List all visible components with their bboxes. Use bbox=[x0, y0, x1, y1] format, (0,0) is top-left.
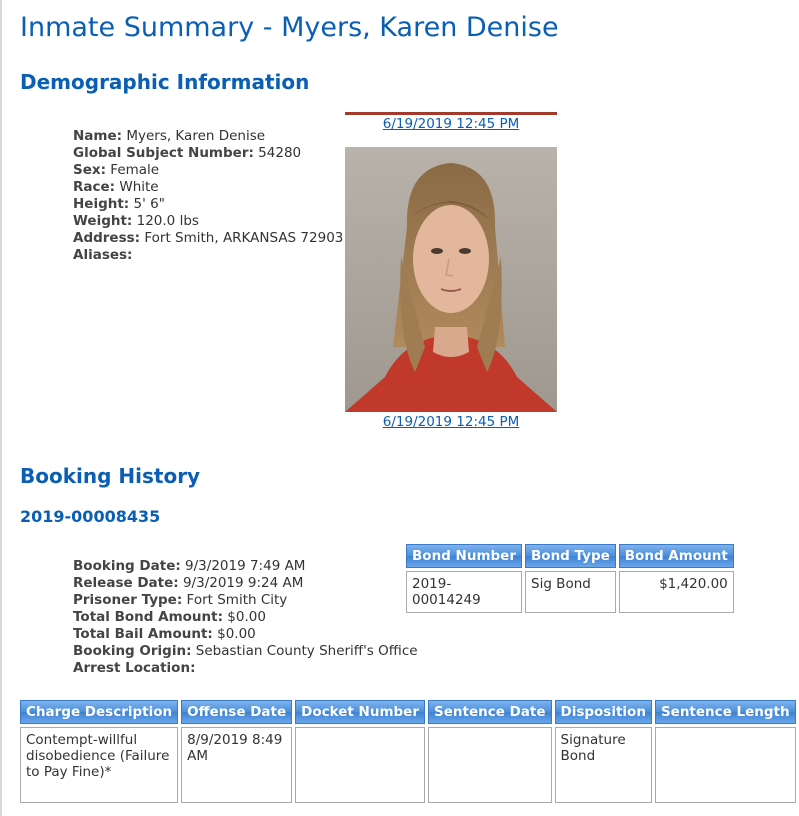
sentence-length-cell bbox=[655, 727, 796, 803]
field-arrest-location: Arrest Location: bbox=[73, 660, 196, 676]
page-left-border bbox=[0, 0, 2, 816]
field-release-date: Release Date: 9/3/2019 9:24 AM bbox=[73, 575, 304, 591]
page-title: Inmate Summary - Myers, Karen Denise bbox=[20, 12, 559, 43]
bond-table bbox=[403, 541, 737, 616]
photo-date-link-bottom[interactable]: 6/19/2019 12:45 PM bbox=[382, 414, 520, 430]
field-address: Address: Fort Smith, ARKANSAS 72903 bbox=[73, 230, 344, 246]
demographic-heading: Demographic Information bbox=[20, 70, 310, 94]
docket-number-header[interactable]: Docket Number bbox=[295, 700, 425, 724]
previous-photo-edge bbox=[345, 112, 557, 115]
demographic-fields bbox=[73, 128, 343, 264]
bond-amount-cell: $1,420.00 bbox=[619, 571, 734, 613]
bond-amount-header[interactable]: Bond Amount bbox=[619, 544, 734, 568]
sentence-date-header[interactable]: Sentence Date bbox=[428, 700, 552, 724]
field-race: Race: White bbox=[73, 179, 159, 195]
charges-table-header bbox=[20, 700, 796, 724]
booking-fields bbox=[73, 558, 418, 677]
field-booking-origin: Booking Origin: Sebastian County Sheriff's Office bbox=[73, 643, 418, 659]
table-row bbox=[20, 727, 796, 803]
field-weight: Weight: 120.0 lbs bbox=[73, 213, 199, 229]
bond-type-header[interactable]: Bond Type bbox=[525, 544, 616, 568]
table-row bbox=[406, 571, 734, 613]
sentence-date-cell bbox=[428, 727, 552, 803]
booking-number-link[interactable]: 2019-00008435 bbox=[20, 507, 161, 526]
bond-table-header bbox=[406, 544, 734, 568]
charges-table bbox=[17, 697, 799, 806]
field-height: Height: 5' 6" bbox=[73, 196, 165, 212]
mugshot-photo[interactable] bbox=[345, 147, 557, 412]
disposition-cell: Signature Bond bbox=[555, 727, 652, 803]
disposition-header[interactable]: Disposition bbox=[555, 700, 652, 724]
photo-date-link-top[interactable]: 6/19/2019 12:45 PM bbox=[382, 116, 520, 132]
charge-description-cell: Contempt-willful disobedience (Failure to Pay Fine)* bbox=[20, 727, 178, 803]
offense-date-header[interactable]: Offense Date bbox=[181, 700, 292, 724]
docket-number-cell bbox=[295, 727, 425, 803]
field-sex: Sex: Female bbox=[73, 162, 160, 178]
field-booking-date: Booking Date: 9/3/2019 7:49 AM bbox=[73, 558, 306, 574]
field-prisoner-type: Prisoner Type: Fort Smith City bbox=[73, 592, 288, 608]
bond-type-cell: Sig Bond bbox=[525, 571, 616, 613]
field-global-subject-number: Global Subject Number: 54280 bbox=[73, 145, 302, 161]
bond-number-cell: 2019-00014249 bbox=[406, 571, 522, 613]
field-name: Name: Myers, Karen Denise bbox=[73, 128, 266, 144]
field-total-bond-amount: Total Bond Amount: $0.00 bbox=[73, 609, 266, 625]
charge-description-header[interactable]: Charge Description bbox=[20, 700, 178, 724]
field-aliases: Aliases: bbox=[73, 247, 133, 263]
field-total-bail-amount: Total Bail Amount: $0.00 bbox=[73, 626, 256, 642]
sentence-length-header[interactable]: Sentence Length bbox=[655, 700, 796, 724]
bond-number-header[interactable]: Bond Number bbox=[406, 544, 522, 568]
booking-history-heading: Booking History bbox=[20, 464, 201, 488]
offense-date-cell: 8/9/2019 8:49 AM bbox=[181, 727, 292, 803]
